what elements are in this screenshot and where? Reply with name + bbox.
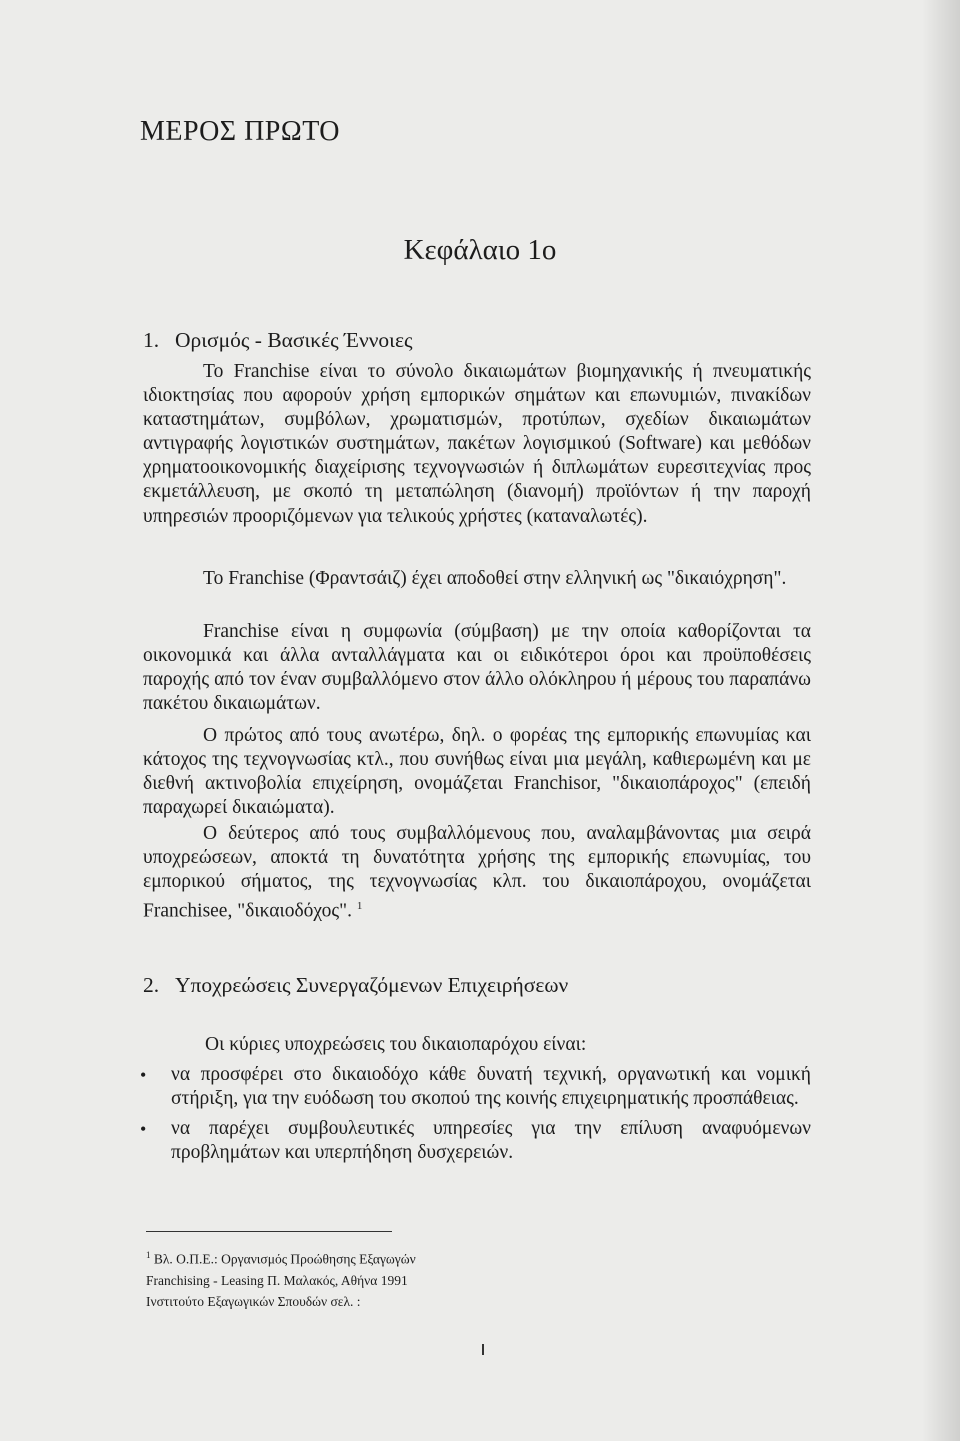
footnote-reference: 1 <box>356 900 363 913</box>
page-edge-shadow <box>922 0 960 1441</box>
chapter-title: Κεφάλαιο 1ο <box>403 234 557 266</box>
section-1-title: Ορισμός - Βασικές Έννοιες <box>175 328 413 352</box>
bullet-icon: • <box>140 1119 147 1140</box>
section-2-title: Υποχρεώσεις Συνεργαζόμενων Επιχειρήσεων <box>175 973 569 997</box>
greek-term-paragraph: Το Franchise (Φραντσάιζ) έχει αποδοθεί στην ελληνική ως "δικαιόχρηση". <box>203 568 787 589</box>
footnote-marker: 1 <box>146 1250 151 1260</box>
definition-paragraph: Το Franchise είναι το σύνολο δικαιωμάτων βιομηχανικής ή πνευματικής ιδιοκτησίας που αφορούν χρήση εμπορικών σημάτων και επωνυμιών, πινακίδων καταστημάτων, συμβόλων, χρωματισμών, προτύπων, σχεδίων δικαιωμάτων αντιγραφής λογιστικών συστημάτων, πακέτων λογισμικού (Software) και μεθόδων χρηματοοικονομικής διαχείρισης τεχνογνωσιών ή διπλωμάτων ευρεσιτεχνίας προς εκμετάλλευση, με σκοπό τη μεταπώληση (διανομή) προϊόντων ή την παροχή υπηρεσιών προοριζόμενων για τελικούς χρήστες (καταναλωτές). <box>143 361 811 527</box>
footnote-line: Franchising - Leasing Π. Μαλακός, Αθήνα 1991 <box>146 1272 408 1288</box>
part-title: ΜΕΡΟΣ ΠΡΩΤΟ <box>140 116 341 147</box>
franchisor-paragraph: Ο πρώτος από τους ανωτέρω, δηλ. ο φορέας της εμπορικής επωνυμίας και κάτοχος της τεχνογνωσίας κτλ., που συνήθως είναι μια μεγάλη, καθιερωμένη και με διεθνή ακτινοβολία επιχείρηση, ονομάζεται Franchisor, "δικαιοπάροχος" (επειδή παραχωρεί δικαιώματα). <box>143 725 811 819</box>
footnote-line: $^1$ Βλ. Ο.Π.Ε.: Οργανισμός Προώθησης Εξαγωγών <box>146 1250 416 1267</box>
bullet-icon: • <box>140 1065 147 1085</box>
section-2-number: 2. <box>143 973 160 997</box>
agreement-paragraph: Franchise είναι η συμφωνία (σύμβαση) με την οποία καθορίζονται τα οικονομικά και άλλα ανταλλάγματα και οι ειδικότεροι όροι και προϋποθέσεις παροχής από τον έναν συμβαλλόμενο στον άλλο ολόκληρου ή μέρους του παραπάνω πακέτου δικαιωμάτων. <box>143 621 811 715</box>
section-2-heading <box>143 973 568 998</box>
section-1-heading <box>143 328 413 353</box>
obligations-intro: Οι κύριες υποχρεώσεις του δικαιοπαρόχου είναι: <box>205 1034 587 1055</box>
section-1-number: 1. <box>143 328 160 352</box>
list-item: • να παρέχει συμβουλευτικές υπηρεσίες για την επίλυση αναφυόμενων προβλημάτων και υπερπήδηση δυσχερειών. <box>140 1118 811 1164</box>
obligations-list <box>140 1063 811 1171</box>
footnote <box>146 1245 416 1312</box>
list-item: • να προσφέρει στο δικαιοδόχο κάθε δυνατή τεχνική, οργανωτική και νομική στήριξη, για την ευόδωση του σκοπού της κοινής επιχειρηματικής προσπάθειας. <box>140 1064 811 1110</box>
footnote-divider <box>146 1231 392 1232</box>
scan-speck <box>482 1344 484 1355</box>
footnote-line: Ινστιτούτο Εξαγωγικών Σπουδών σελ. : <box>146 1293 361 1309</box>
franchisee-paragraph: Ο δεύτερος από τους συμβαλλόμενους που, αναλαμβάνοντας μια σειρά υποχρεώσεων, αποκτά τη δυνατότητα χρήσης της εμπορικής επωνυμίας, του εμπορικού σήματος, της τεχνογνωσίας κλπ. του δικαιοπάροχου, ονομάζεται Franchisee, "δικαιοδόχος". $^1$ <box>143 823 811 922</box>
